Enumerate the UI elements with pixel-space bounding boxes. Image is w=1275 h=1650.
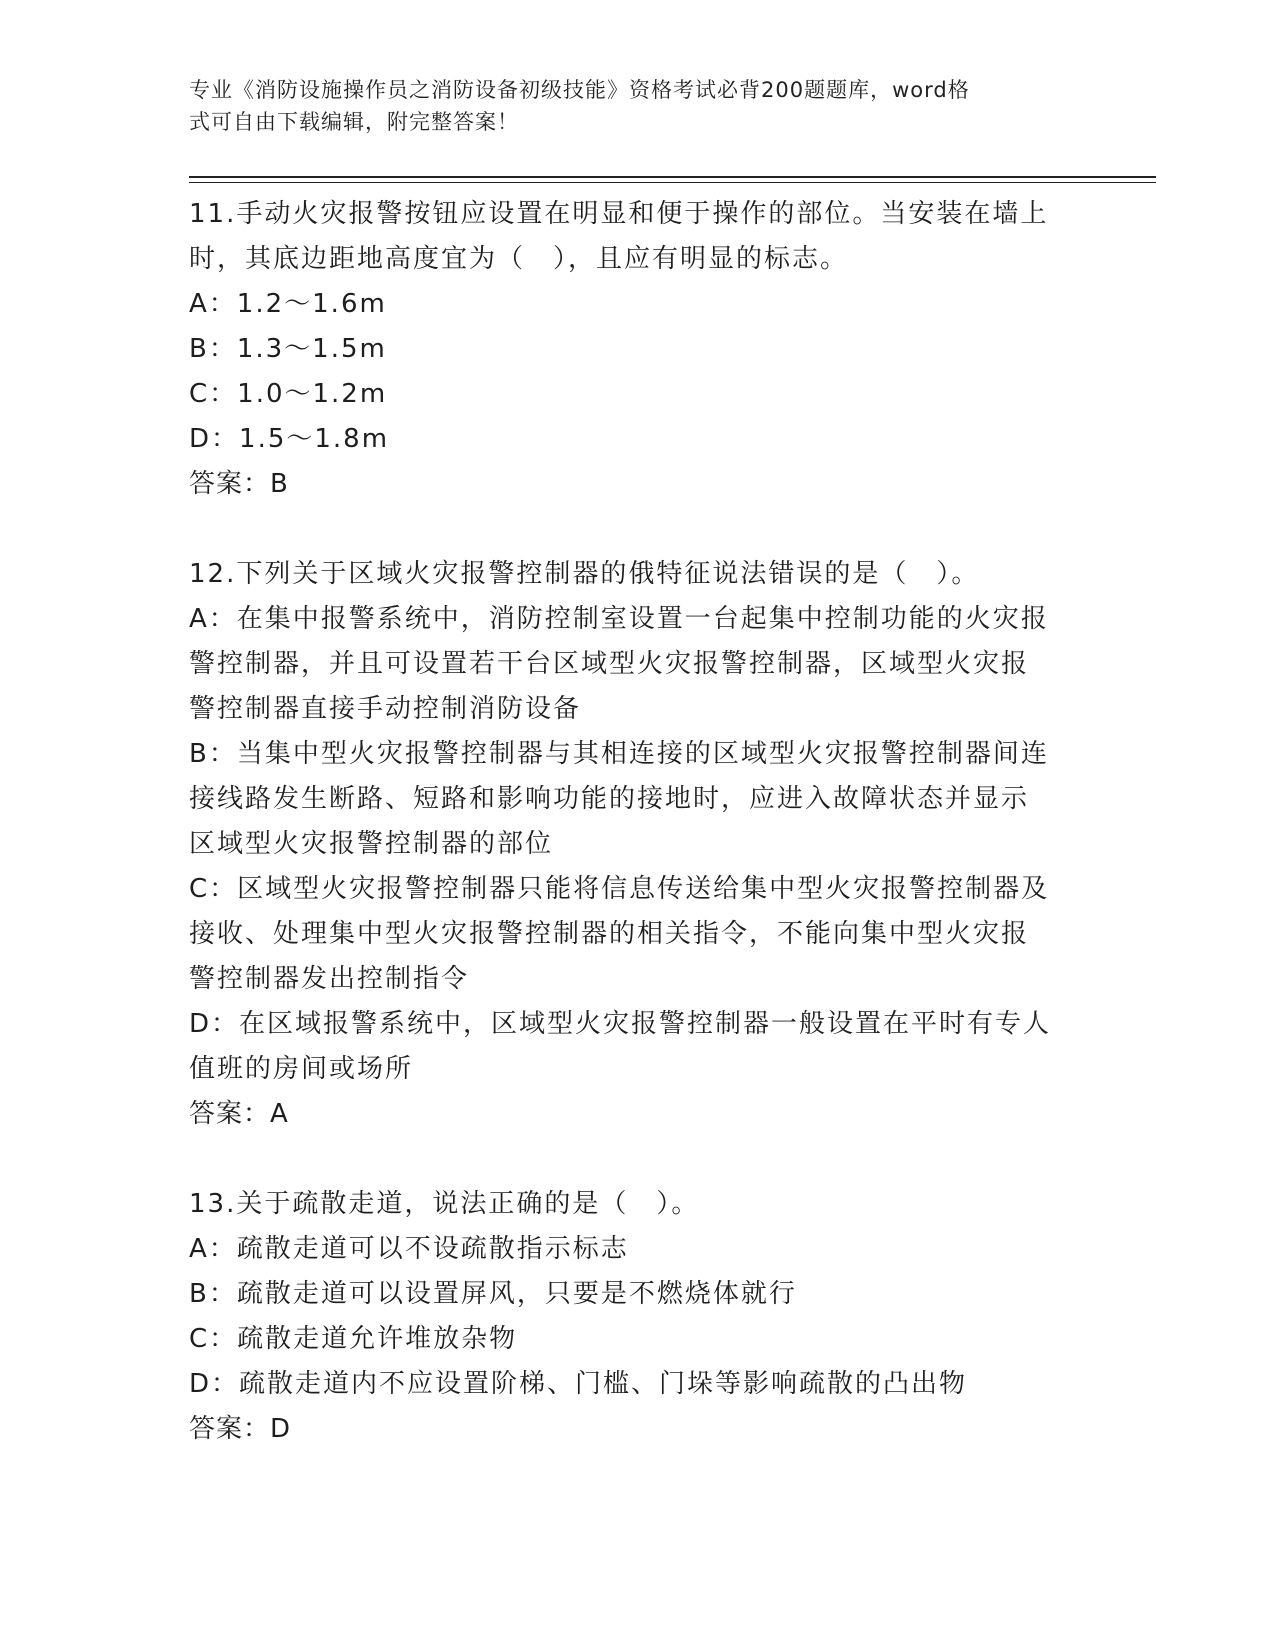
document-header [189, 74, 1069, 138]
option-a-line: A：在集中报警系统中，消防控制室设置一台起集中控制功能的火灾报 [189, 604, 1049, 634]
option-c-line: C：区域型火灾报警控制器只能将信息传送给集中型火灾报警控制器及 [189, 874, 1050, 904]
option-c-line: 接收、处理集中型火灾报警控制器的相关指令，不能向集中型火灾报 [189, 919, 1030, 949]
option-d-line: D：在区域报警系统中，区域型火灾报警控制器一般设置在平时有专人 [189, 1009, 1052, 1039]
question-list [189, 192, 1089, 1452]
option-d-line: 值班的房间或场所 [189, 1054, 414, 1084]
option-a: A：疏散走道可以不设疏散指示标志 [189, 1234, 629, 1264]
answer: 答案：B [189, 469, 289, 499]
option-b: B：1.3～1.5m [189, 334, 387, 364]
question-text-line: 13.关于疏散走道，说法正确的是（ ）。 [189, 1189, 700, 1219]
option-b-line: 接线路发生断路、短路和影响功能的接地时，应进入故障状态并显示 [189, 784, 1030, 814]
header-divider-thin [189, 182, 1156, 183]
option-b-line: 区域型火灾报警控制器的部位 [189, 829, 554, 859]
option-c: C：1.0～1.2m [189, 379, 388, 409]
option-d: D：疏散走道内不应设置阶梯、门槛、门垛等影响疏散的凸出物 [189, 1369, 968, 1399]
option-a-line: 警控制器直接手动控制消防设备 [189, 694, 582, 724]
header-divider-thick [189, 176, 1156, 178]
question-text-line: 12.下列关于区域火灾报警控制器的俄特征说法错误的是（ ）。 [189, 559, 980, 589]
question-12 [189, 552, 1089, 1137]
answer: 答案：A [189, 1099, 289, 1129]
option-a-line: 警控制器，并且可设置若干台区域型火灾报警控制器，区域型火灾报 [189, 649, 1030, 679]
option-d: D：1.5～1.8m [189, 424, 390, 454]
question-text-line: 11.手动火灾报警按钮应设置在明显和便于操作的部位。当安装在墙上 [189, 199, 1049, 229]
question-11 [189, 192, 1089, 507]
option-b-line: B：当集中型火灾报警控制器与其相连接的区域型火灾报警控制器间连 [189, 739, 1049, 769]
header-line-2: 式可自由下载编辑，附完整答案！ [189, 110, 519, 134]
answer: 答案：D [189, 1414, 292, 1444]
header-line-1: 专业《消防设施操作员之消防设备初级技能》资格考试必背200题题库，word格 [189, 78, 970, 102]
option-b: B：疏散走道可以设置屏风，只要是不燃烧体就行 [189, 1279, 797, 1309]
option-c-line: 警控制器发出控制指令 [189, 964, 470, 994]
question-text-line: 时，其底边距地高度宜为（ ），且应有明显的标志。 [189, 244, 849, 274]
option-c: C：疏散走道允许堆放杂物 [189, 1324, 518, 1354]
option-a: A：1.2～1.6m [189, 289, 387, 319]
question-13 [189, 1182, 1089, 1452]
